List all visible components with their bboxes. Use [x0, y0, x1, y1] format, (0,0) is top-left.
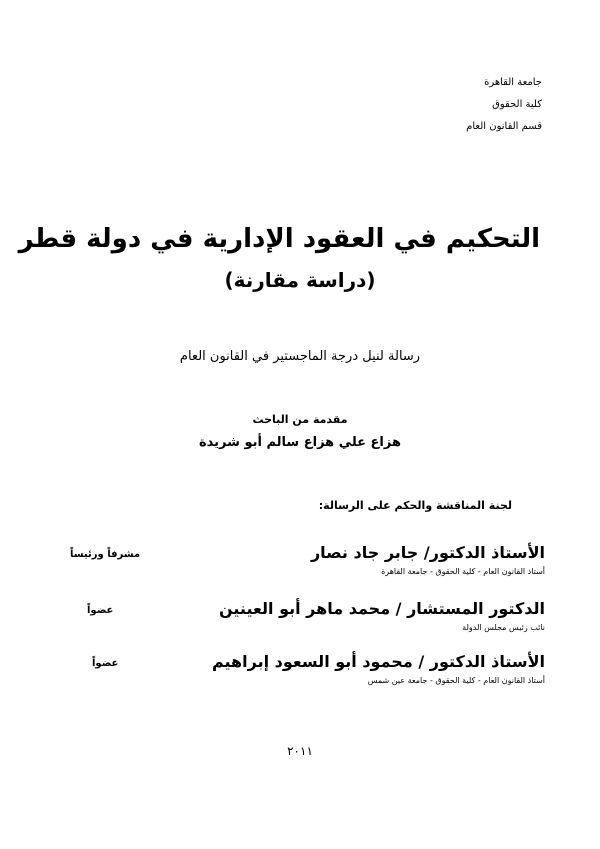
thesis-title: التحكيم في العقود الإدارية في دولة قطر: [18, 224, 540, 254]
presented-by-label: مقدمة من الباحث: [252, 413, 348, 426]
member-role: عضواً: [87, 605, 114, 616]
member-title: نائب رئيس مجلس الدولة: [462, 623, 545, 632]
committee-member: [70, 597, 545, 634]
member-title: أستاذ القانون العام - كلية الحقوق - جامعة عين شمس: [367, 676, 545, 685]
member-role: مشرفاً ورئيساً: [70, 549, 141, 560]
year: ٢٠١١: [287, 744, 313, 758]
member-name: الأستاذ الدكتور/ جابر جاد نصار: [310, 543, 545, 562]
department-name: قسم القانون العام: [466, 121, 542, 132]
thesis-subtitle: (دراسة مقارنة): [224, 268, 376, 292]
researcher-name: هزاع علي هزاع سالم أبو شريدة: [198, 435, 401, 450]
committee-member: [70, 650, 545, 687]
institution-header: [342, 72, 542, 138]
university-name: جامعة القاهرة: [484, 77, 542, 88]
committee-member: [70, 541, 545, 578]
degree-statement: رسالة لنيل درجة الماجستير في القانون العام: [179, 349, 421, 364]
committee-heading: لجنة المناقشة والحكم على الرسالة:: [318, 499, 512, 512]
member-name: الأستاذ الدكتور / محمود أبو السعود إبراهيم: [211, 652, 545, 671]
member-title: أستاذ القانون العام - كلية الحقوق - جامعة القاهرة: [381, 567, 545, 576]
faculty-name: كلية الحقوق: [492, 99, 542, 110]
member-name: الدكتور المستشار / محمد ماهر أبو العينين: [218, 599, 545, 618]
member-role: عضواً: [92, 658, 119, 669]
